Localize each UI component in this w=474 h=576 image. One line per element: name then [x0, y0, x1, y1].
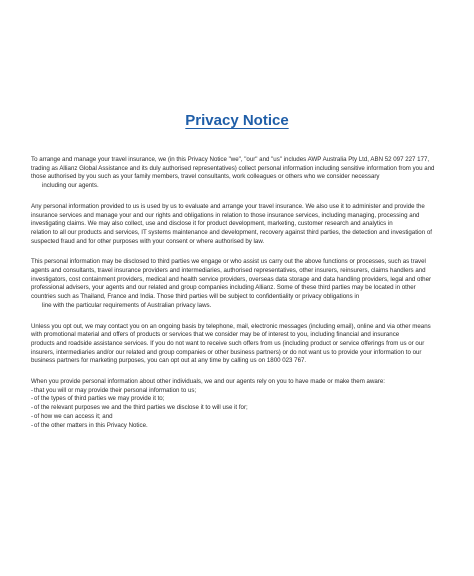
- paragraph-line: trading as Allianz Global Assistance and its duly authorised representatives) collect personal information including sensitive information from you and: [31, 164, 435, 172]
- paragraph-line: Any personal information provided to us is used by us to evaluate and arrange your travel insurance. We also use it to administer and provide the: [31, 202, 425, 210]
- paragraph-line: investigators, cost containment providers, medical and health service providers, overseas data storage and data handling providers, legal and other: [31, 275, 432, 283]
- list-item: -of the types of third parties we may provide it to;: [31, 395, 165, 403]
- list-item: -that you will or may provide their personal information to us;: [31, 386, 197, 394]
- paragraph-disclosure: [31, 258, 461, 310]
- paragraph-line: with promotional material and offers of products or services that we consider may be of interest to you, including financial and insurance: [31, 331, 400, 339]
- paragraph-line: Unless you opt out, we may contact you on an ongoing basis by telephone, mail, electronic messages (including email), online and via other means: [31, 322, 431, 330]
- awareness-list: [31, 387, 461, 431]
- paragraph-marketing: [31, 323, 461, 367]
- dash-marker: -: [31, 386, 34, 394]
- list-intro: When you provide personal information about other individuals, we and our agents rely on you to have made or make them aware:: [31, 378, 385, 386]
- paragraph-line: investigating claims. We may also collect, use and disclose it for product development, marketing, customer research and analytics in: [31, 220, 393, 228]
- paragraph-line: relation to all our products and services, IT systems maintenance and development, recovery against third parties, the detection and investigation of: [31, 228, 432, 236]
- list-item: -of how we can access it; and: [31, 412, 113, 420]
- document-body: [31, 156, 461, 442]
- dash-marker: -: [31, 404, 34, 412]
- paragraph-use: [31, 203, 461, 247]
- paragraph-line: To arrange and manage your travel insurance, we (in this Privacy Notice "we", "our" and "us" includes AWP Australia Pty Ltd, ABN 52 097 227 177,: [31, 156, 430, 163]
- paragraph-line: those authorised by you such as your family members, travel consultants, work colleagues or others who we consider necessary: [31, 173, 380, 181]
- paragraph-line: line with the particular requirements of Australian privacy laws.: [42, 301, 212, 309]
- paragraph-line: insurers, intermediaries and/or our related and group companies or other business partners) or do not want us to provide your information to our: [31, 348, 422, 356]
- paragraph-line: This personal information may be disclosed to third parties we engage or who assist us carry out the above functions or processes, such as travel: [31, 258, 426, 266]
- dash-marker: -: [31, 421, 34, 429]
- paragraph-line: business partners for marketing purposes, you can opt out at any time by calling us on 1800 023 767.: [31, 357, 307, 365]
- page-title: Privacy Notice: [185, 112, 289, 129]
- paragraph-line: countries such as Thailand, France and India. Those third parties will be subject to confidentiality or privacy obligations in: [31, 293, 360, 301]
- paragraph-line: including our agents.: [42, 182, 99, 190]
- paragraph-line: agents and consultants, travel insurance providers and intermediaries, authorised representatives, other insurers, reinsurers, claims handlers and: [31, 267, 426, 275]
- paragraph-line: professional advisers, your agents and our related and group companies including Allianz. Some of these third parties may be located in other: [31, 284, 416, 292]
- paragraph-line: suspected fraud and for other purposes with your consent or where authorised by law.: [31, 237, 265, 245]
- paragraph-line: insurance services and manage your and our rights and obligations in relation to those insurance services, including managing, processing and: [31, 211, 420, 219]
- paragraph-line: products and roadside assistance services. If you do not want to receive such offers from us (including product or service offerings from us or our: [31, 339, 425, 347]
- dash-marker: -: [31, 412, 34, 420]
- list-item: -of the other matters in this Privacy Notice.: [31, 421, 148, 429]
- dash-marker: -: [31, 395, 34, 403]
- paragraph-collection: [31, 156, 461, 191]
- list-item: -of the relevant purposes we and the third parties we disclose it to will use it for;: [31, 404, 248, 412]
- paragraph-other-individuals: [31, 378, 461, 430]
